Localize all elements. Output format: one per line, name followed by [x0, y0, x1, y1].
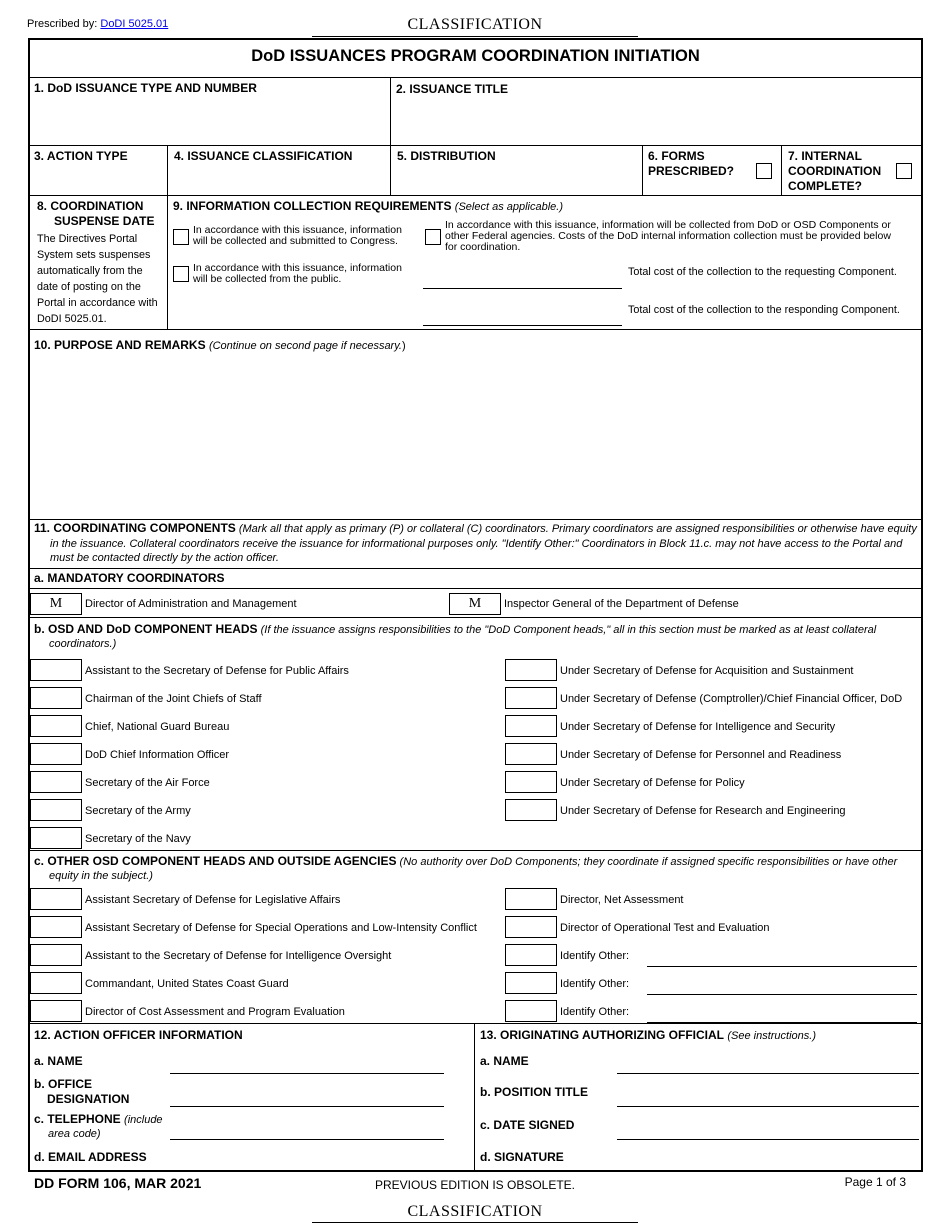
ao-telephone-title: c. TELEPHONE	[34, 1112, 121, 1126]
block-9-title	[173, 199, 563, 213]
osd-right-item: Under Secretary of Defense for Personnel and Readiness	[560, 749, 842, 761]
collect-congress-line1: In accordance with this issuance, information	[193, 224, 402, 236]
classification-bottom-line	[312, 1222, 638, 1223]
coord-box[interactable]	[505, 944, 557, 966]
block-4-label: 4. ISSUANCE CLASSIFICATION	[174, 149, 353, 163]
block-7-line1: 7. INTERNAL	[788, 149, 863, 163]
internal-coordination-checkbox[interactable]	[896, 163, 912, 179]
ao-name-label: a. NAME	[34, 1054, 83, 1068]
coord-box[interactable]	[30, 972, 82, 994]
official-name-field[interactable]	[617, 1073, 919, 1074]
block-11-note-line2: in the issuance. Collateral coordinators receive the issuance for informational purposes only. "Identify Other:" Coordinators in Block 11.c. may not have access to the Portal and	[50, 537, 903, 550]
collect-congress-checkbox[interactable]	[173, 229, 189, 245]
collect-dod-label	[445, 220, 891, 253]
issuance-type-field[interactable]	[34, 98, 384, 142]
block-13-note: (See instructions.)	[727, 1030, 816, 1042]
block-11-header	[34, 521, 918, 566]
divider	[30, 568, 921, 569]
coord-box[interactable]	[505, 916, 557, 938]
osd-left-item: DoD Chief Information Officer	[85, 749, 230, 761]
divider	[30, 329, 921, 330]
other-heads-title: c. OTHER OSD COMPONENT HEADS AND OUTSIDE AGENCIES	[34, 854, 397, 868]
block-9-label: 9. INFORMATION COLLECTION REQUIREMENTS	[173, 199, 452, 213]
block-6-line2: PRESCRIBED?	[648, 164, 735, 178]
other-heads-header	[34, 854, 918, 883]
divider	[781, 145, 782, 195]
identify-other-field[interactable]	[647, 994, 917, 995]
ig-mark-box[interactable]: M	[449, 593, 501, 615]
identify-other-field[interactable]	[647, 966, 917, 967]
coord-box[interactable]	[30, 916, 82, 938]
divider	[30, 77, 921, 78]
forms-prescribed-checkbox[interactable]	[756, 163, 772, 179]
ao-telephone-note: (include	[124, 1114, 163, 1126]
divider	[30, 519, 921, 520]
block-8-text-line: The Directives Portal	[37, 233, 138, 245]
block-2-label: 2. ISSUANCE TITLE	[396, 82, 509, 96]
osd-left-item: Assistant to the Secretary of Defense for Public Affairs	[85, 665, 349, 677]
collect-dod-line1: In accordance with this issuance, information will be collected from DoD or OSD Components or	[445, 219, 891, 231]
coord-box[interactable]	[505, 799, 557, 821]
block-11-note-line3: must be contacted directly by the action officer.	[50, 552, 279, 564]
block-8-text-line: date of posting on the	[37, 281, 141, 293]
other-heads-note-line1: (No authority over DoD Components; they coordinate if assigned specific responsibilities or have other	[399, 856, 898, 868]
ao-office-field[interactable]	[170, 1106, 444, 1107]
official-signature-label: d. SIGNATURE	[480, 1150, 564, 1164]
block-13-label: 13. ORIGINATING AUTHORIZING OFFICIAL	[480, 1028, 724, 1042]
block-5-label: 5. DISTRIBUTION	[397, 149, 496, 163]
osd-right-item: Under Secretary of Defense for Policy	[560, 777, 745, 789]
coord-box[interactable]	[30, 888, 82, 910]
other-left-item: Assistant to the Secretary of Defense for Intelligence Oversight	[85, 950, 392, 962]
osd-left-item: Chief, National Guard Bureau	[85, 721, 230, 733]
divider	[390, 77, 391, 145]
responding-cost-field[interactable]	[423, 325, 622, 326]
collect-dod-checkbox[interactable]	[425, 229, 441, 245]
coord-box[interactable]	[30, 799, 82, 821]
coord-box[interactable]	[505, 687, 557, 709]
coord-box[interactable]	[30, 743, 82, 765]
block-8-line2: SUSPENSE DATE	[54, 214, 155, 228]
other-left-item: Director of Cost Assessment and Program Evaluation	[85, 1006, 345, 1018]
form-id: DD FORM 106, MAR 2021	[34, 1175, 202, 1191]
block-8-text-line: DoDI 5025.01.	[37, 313, 107, 325]
previous-edition-note: PREVIOUS EDITION IS OBSOLETE.	[374, 1178, 576, 1192]
osd-left-item: Secretary of the Navy	[85, 833, 191, 845]
block-8-label	[37, 199, 154, 229]
block-13-title	[480, 1028, 816, 1042]
other-left-item: Assistant Secretary of Defense for Legislative Affairs	[85, 894, 341, 906]
ao-telephone-field[interactable]	[170, 1139, 444, 1140]
prescribed-by	[27, 18, 168, 30]
block-10-note: (Continue on second page if necessary.	[208, 340, 402, 352]
block-6-label	[648, 149, 734, 179]
issuance-title-field[interactable]	[396, 98, 916, 142]
osd-heads-header	[34, 622, 918, 651]
collect-dod-line2: other Federal agencies. Costs of the DoD internal information collection must be provided below	[445, 230, 891, 242]
collect-congress-line2: will be collected and submitted to Congress.	[193, 235, 398, 247]
block-8-text-line: automatically from the	[37, 265, 143, 277]
ao-name-field[interactable]	[170, 1073, 444, 1074]
block-8-text	[37, 231, 158, 327]
osd-left-item: Chairman of the Joint Chiefs of Staff	[85, 693, 262, 705]
ao-telephone-label	[34, 1112, 163, 1141]
other-left-item: Assistant Secretary of Defense for Special Operations and Low-Intensity Conflict	[85, 922, 477, 934]
ao-email-field[interactable]	[170, 1146, 444, 1168]
official-name-label: a. NAME	[480, 1054, 529, 1068]
ao-office-line2: DESIGNATION	[47, 1092, 130, 1106]
block-8-text-line: System sets suspenses	[37, 249, 151, 261]
classification-bottom: CLASSIFICATION	[407, 1203, 543, 1220]
divider	[167, 195, 168, 329]
official-position-label: b. POSITION TITLE	[480, 1085, 588, 1099]
coord-box[interactable]	[30, 944, 82, 966]
coord-box[interactable]	[30, 659, 82, 681]
coord-box[interactable]	[30, 687, 82, 709]
coord-box[interactable]	[505, 1000, 557, 1022]
block-8-text-line: Portal in accordance with	[37, 297, 158, 309]
other-right-item: Director, Net Assessment	[560, 894, 684, 906]
divider	[30, 195, 921, 196]
responding-cost-label: Total cost of the collection to the responding Component.	[628, 304, 900, 316]
collect-dod-line3: for coordination.	[445, 241, 521, 253]
official-position-field[interactable]	[617, 1106, 919, 1107]
mandatory-coordinators-title: a. MANDATORY COORDINATORS	[34, 571, 225, 585]
requesting-cost-field[interactable]	[423, 288, 622, 289]
divider	[30, 588, 921, 589]
block-7-line3: COMPLETE?	[788, 179, 862, 193]
block-8-line1: 8. COORDINATION	[37, 199, 144, 213]
block-7-label	[788, 149, 881, 194]
classification-top: CLASSIFICATION	[407, 16, 543, 33]
block-10-paren: )	[401, 340, 406, 352]
osd-heads-note-line2: coordinators.)	[49, 638, 117, 650]
dam-mark-box[interactable]: M	[30, 593, 82, 615]
block-11-note-line1: (Mark all that apply as primary (P) or collateral (C) coordinators. Primary coordinators are assigned responsibilities or otherwise have equity	[238, 523, 917, 535]
collect-public-label	[193, 263, 402, 285]
block-12-title: 12. ACTION OFFICER INFORMATION	[34, 1028, 243, 1042]
divider	[167, 145, 168, 195]
collect-public-line2: will be collected from the public.	[193, 273, 342, 285]
osd-right-item: Under Secretary of Defense for Intelligence and Security	[560, 721, 836, 733]
form-title: DoD ISSUANCES PROGRAM COORDINATION INITIATION	[251, 47, 700, 65]
divider	[30, 145, 921, 146]
coord-box[interactable]	[505, 972, 557, 994]
block-9-note: (Select as applicable.)	[454, 201, 564, 213]
osd-right-item: Under Secretary of Defense for Research and Engineering	[560, 805, 846, 817]
coord-box[interactable]	[30, 827, 82, 849]
official-date-field[interactable]	[617, 1139, 919, 1140]
block-3-label: 3. ACTION TYPE	[34, 149, 128, 163]
coord-box[interactable]	[505, 715, 557, 737]
divider	[642, 145, 643, 195]
block-10-label: 10. PURPOSE AND REMARKS	[34, 338, 206, 352]
ao-office-line1: b. OFFICE	[34, 1077, 92, 1091]
identify-other-label: Identify Other:	[560, 1006, 630, 1018]
other-right-item: Director of Operational Test and Evaluation	[560, 922, 770, 934]
purpose-remarks-field[interactable]	[34, 356, 917, 516]
divider	[30, 850, 921, 851]
coord-box[interactable]	[505, 743, 557, 765]
osd-left-item: Secretary of the Air Force	[85, 777, 210, 789]
classification-top-line	[312, 36, 638, 37]
divider	[474, 1023, 475, 1171]
collect-congress-label	[193, 225, 402, 247]
block-1-label: 1. DoD ISSUANCE TYPE AND NUMBER	[34, 81, 257, 95]
coord-box[interactable]	[30, 771, 82, 793]
prescribed-link[interactable]: DoDI 5025.01	[100, 18, 169, 30]
block-6-line1: 6. FORMS	[648, 149, 705, 163]
osd-right-item: Under Secretary of Defense for Acquisition and Sustainment	[560, 665, 854, 677]
osd-left-item: Secretary of the Army	[85, 805, 191, 817]
block-11-label: 11. COORDINATING COMPONENTS	[34, 521, 236, 535]
osd-heads-title: b. OSD AND DoD COMPONENT HEADS	[34, 622, 258, 636]
osd-right-item: Under Secretary of Defense (Comptroller)/Chief Financial Officer, DoD	[560, 693, 903, 705]
divider	[30, 617, 921, 618]
ao-email-label: d. EMAIL ADDRESS	[34, 1150, 147, 1164]
official-date-label: c. DATE SIGNED	[480, 1118, 575, 1132]
other-left-item: Commandant, United States Coast Guard	[85, 978, 289, 990]
other-heads-note-line2: equity in the subject.)	[49, 870, 153, 882]
page-number: Page 1 of 3	[844, 1175, 906, 1189]
identify-other-label: Identify Other:	[560, 950, 630, 962]
requesting-cost-label: Total cost of the collection to the requesting Component.	[628, 266, 897, 278]
official-signature-field[interactable]	[617, 1146, 919, 1168]
block-10-title	[34, 338, 406, 352]
collect-public-line1: In accordance with this issuance, information	[193, 262, 402, 274]
divider	[390, 145, 391, 195]
prescribed-label: Prescribed by:	[27, 18, 98, 30]
identify-other-label: Identify Other:	[560, 978, 630, 990]
coord-box[interactable]	[30, 1000, 82, 1022]
coord-box[interactable]	[505, 888, 557, 910]
coord-box[interactable]	[505, 659, 557, 681]
ig-label: Inspector General of the Department of Defense	[504, 598, 739, 610]
coord-box[interactable]	[505, 771, 557, 793]
divider	[30, 1023, 921, 1024]
osd-heads-note-line1: (If the issuance assigns responsibilities to the "DoD Component heads," all in this section must be marked as at least collateral	[260, 624, 877, 636]
block-7-line2: COORDINATION	[788, 164, 882, 178]
coord-box[interactable]	[30, 715, 82, 737]
ao-telephone-note2: area code)	[48, 1128, 101, 1140]
ao-office-label	[34, 1077, 129, 1107]
collect-public-checkbox[interactable]	[173, 266, 189, 282]
dam-label: Director of Administration and Management	[85, 598, 297, 610]
